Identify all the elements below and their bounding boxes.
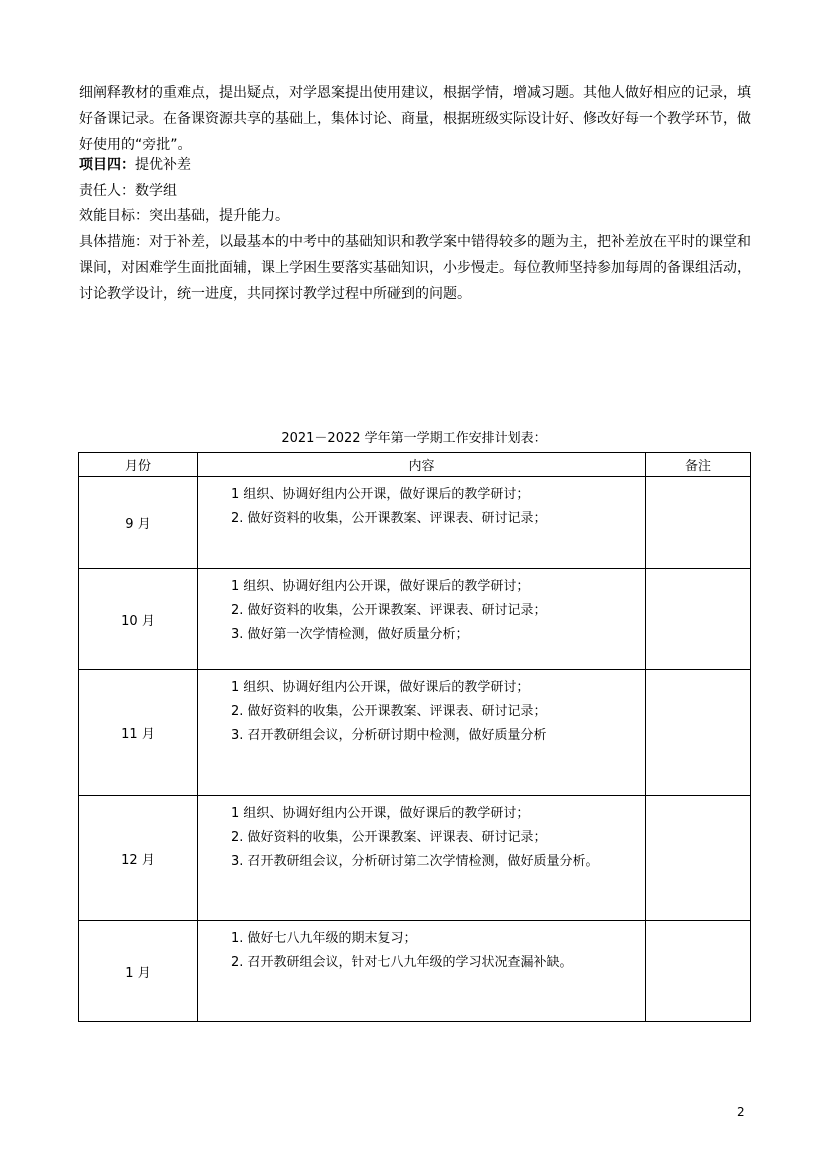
content-item: 3. 召开教研组会议，分析研讨期中检测，做好质量分析 [231, 728, 547, 743]
content-item: 2. 做好资料的收集，公开课教案、评课表、研讨记录； [231, 704, 547, 719]
month-cell: 1 月 [79, 921, 198, 1022]
project4-label: 项目四： [79, 157, 135, 173]
content-cell [198, 921, 646, 1022]
table-row [79, 796, 751, 921]
content-cell [198, 477, 646, 569]
header-note: 备注 [646, 453, 751, 477]
content-item: 2. 做好资料的收集，公开课教案、评课表、研讨记录； [231, 830, 547, 845]
page-number: 2 [737, 1105, 745, 1119]
note-cell [646, 569, 751, 670]
content-item: 1. 做好七八九年级的期末复习； [231, 931, 417, 946]
content-cell [198, 569, 646, 670]
content-cell [198, 796, 646, 921]
top-paragraph: 细阐释教材的重难点，提出疑点，对学恩案提出使用建议，根据学情，增减习题。其他人做好相应的记录，填好备课记录。在备课资源共享的基础上，集体讨论、商量，根据班级实际设计好、修改好每一个教学环节，做好使用的“旁批”。 [79, 85, 751, 153]
content-item: 1 组织、协调好组内公开课，做好课后的教学研讨； [231, 680, 530, 695]
project4-heading [79, 154, 751, 176]
content-item: 3. 召开教研组会议，分析研讨第二次学情检测，做好质量分析。 [231, 854, 599, 869]
table-title: 2021－2022 学年第一学期工作安排计划表： [281, 431, 547, 446]
month-cell: 10 月 [79, 569, 198, 670]
table-row [79, 670, 751, 796]
project4-title: 提优补差 [135, 157, 191, 173]
content-item: 2. 做好资料的收集，公开课教案、评课表、研讨记录； [231, 603, 547, 618]
table-row [79, 569, 751, 670]
header-content: 内容 [198, 453, 646, 477]
note-cell [646, 477, 751, 569]
content-item: 3. 做好第一次学情检测，做好质量分析； [231, 627, 469, 642]
month-cell: 12 月 [79, 796, 198, 921]
note-cell [646, 670, 751, 796]
month-cell: 9 月 [79, 477, 198, 569]
project4-measures: 具体措施：对于补差，以最基本的中考中的基础知识和教学案中错得较多的题为主，把补差放在平时的课堂和课间，对困难学生面批面辅，课上学困生要落实基础知识，小步慢走。每位教师坚持参加每周的备课组活动，讨论教学设计，统一进度，共同探讨教学过程中所碰到的问题。 [79, 234, 751, 302]
content-item: 1 组织、协调好组内公开课，做好课后的教学研讨； [231, 806, 530, 821]
project4-responsible: 责任人：数学组 [79, 183, 177, 199]
content-item: 1 组织、协调好组内公开课，做好课后的教学研讨； [231, 487, 530, 502]
project4-goal: 效能目标：突出基础，提升能力。 [79, 208, 289, 224]
content-item: 2. 召开教研组会议，针对七八九年级的学习状况查漏补缺。 [231, 955, 573, 970]
content-cell [198, 670, 646, 796]
note-cell [646, 796, 751, 921]
content-item: 2. 做好资料的收集，公开课教案、评课表、研讨记录； [231, 511, 547, 526]
month-cell: 11 月 [79, 670, 198, 796]
note-cell [646, 921, 751, 1022]
content-item: 1 组织、协调好组内公开课，做好课后的教学研讨； [231, 579, 530, 594]
table-header-row [79, 453, 751, 477]
work-plan-table [78, 452, 751, 1022]
table-row [79, 477, 751, 569]
table-row [79, 921, 751, 1022]
header-month: 月份 [79, 453, 198, 477]
